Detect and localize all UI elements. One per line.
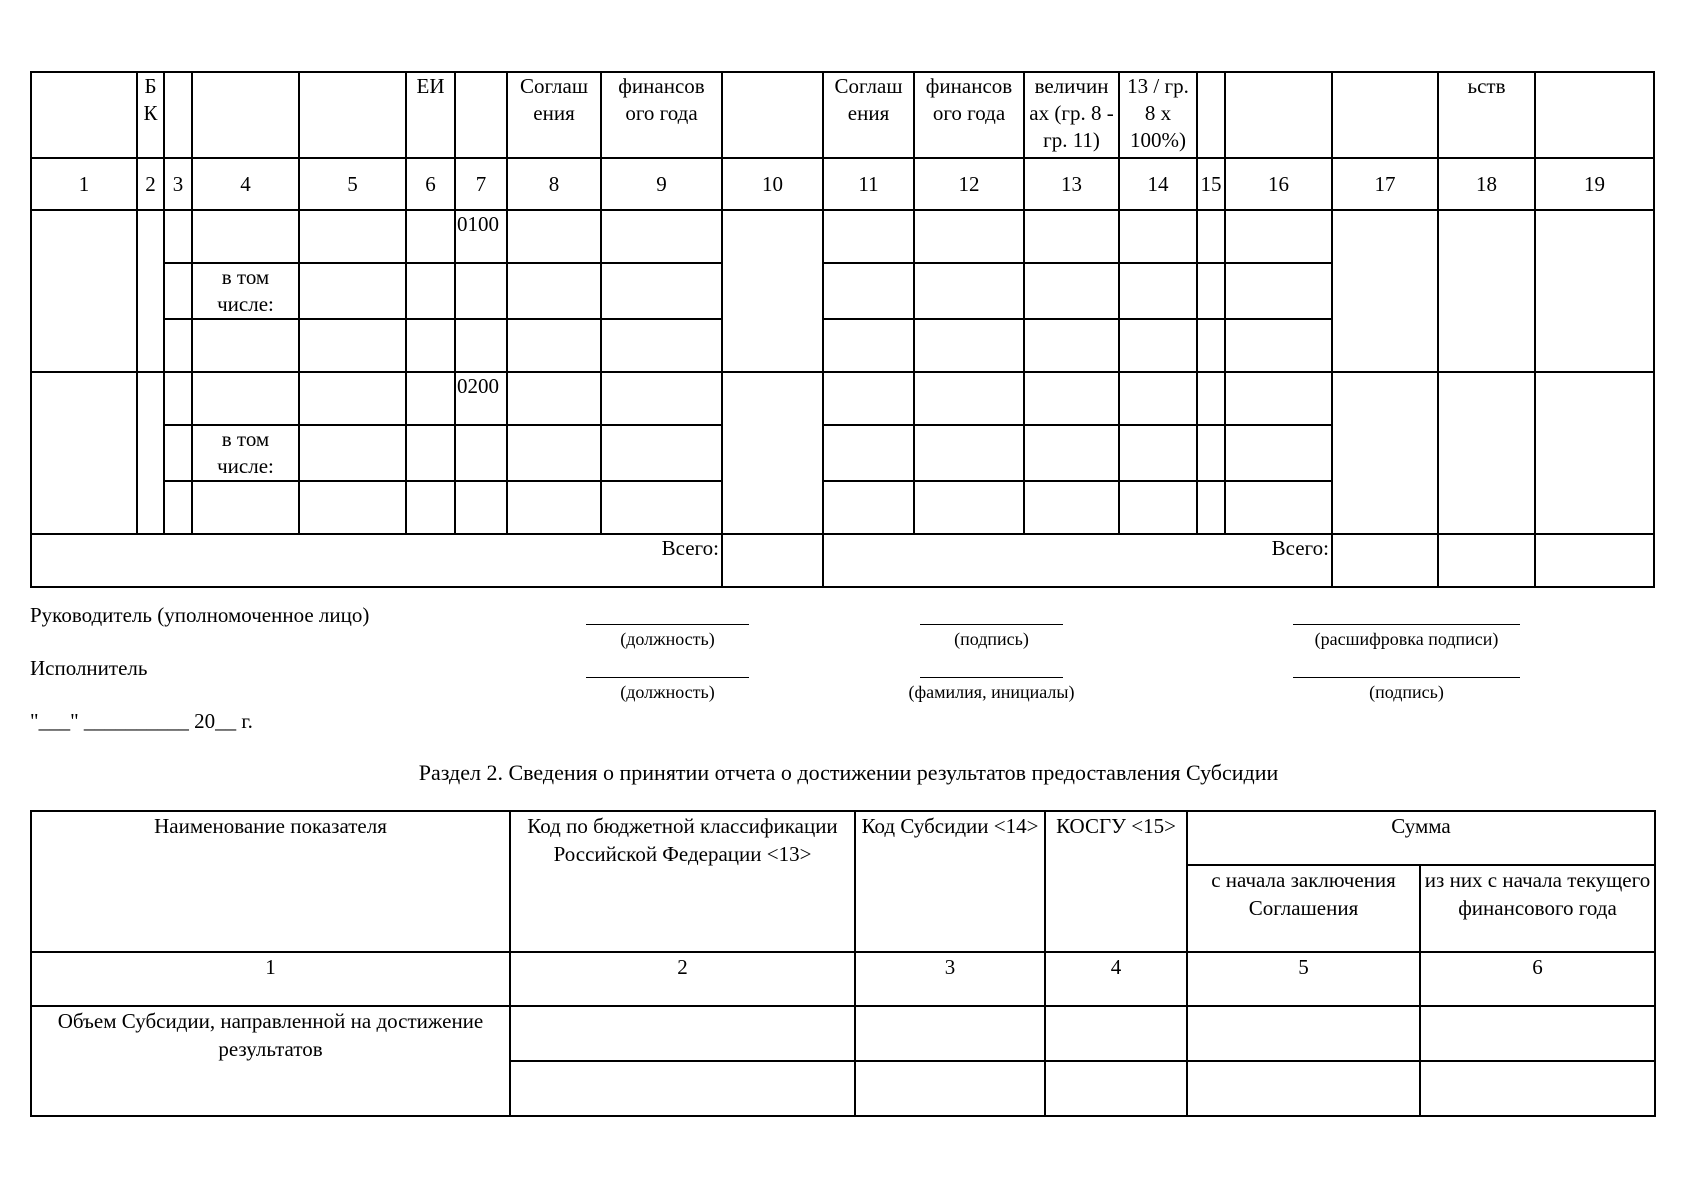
data-cell[interactable] [510,1061,855,1116]
total-value-cell[interactable] [722,534,823,587]
header-cell-agreement: Соглаш ения [507,72,601,158]
data-cell[interactable] [823,210,914,263]
data-cell[interactable] [1420,1006,1655,1061]
data-cell[interactable] [1187,1061,1420,1116]
head-position-caption: (должность) [620,629,715,649]
data-cell[interactable] [164,372,192,425]
data-cell[interactable] [914,372,1024,425]
header-cell-agreement-2: Соглаш ения [823,72,914,158]
column-number: 12 [914,158,1024,210]
column-number: 5 [1187,952,1420,1006]
column-number: 19 [1535,158,1654,210]
data-cell[interactable] [1197,372,1225,425]
header-cell [1197,72,1225,158]
row-code: 0100 [455,210,507,263]
data-cell[interactable] [192,372,299,425]
data-cell[interactable] [455,263,507,319]
data-cell[interactable] [1119,319,1197,372]
data-cell[interactable] [299,481,406,534]
signature-line[interactable] [586,677,749,678]
data-cell[interactable] [1197,210,1225,263]
data-cell[interactable] [823,319,914,372]
data-cell[interactable] [1225,263,1332,319]
column-number: 6 [1420,952,1655,1006]
head-label: Руководитель (уполномоченное лицо) [30,603,370,627]
total-label: Всего: [31,534,722,587]
header-cell [455,72,507,158]
data-cell[interactable] [1187,1006,1420,1061]
data-cell[interactable] [192,319,299,372]
data-cell[interactable] [1119,372,1197,425]
column-number: 10 [722,158,823,210]
sub-label: в том числе: [192,263,299,319]
column-number: 15 [1197,158,1225,210]
total-value-cell[interactable] [1535,534,1654,587]
data-cell[interactable] [823,481,914,534]
header-sum-agreement: с начала заключения Соглашения [1187,865,1420,952]
section-2-title: Раздел 2. Сведения о принятии отчета о достижении результатов предоставления Субсидии [418,760,1279,785]
data-cell[interactable] [914,210,1024,263]
data-cell[interactable] [823,263,914,319]
data-cell[interactable] [507,263,601,319]
data-cell[interactable] [455,481,507,534]
data-cell[interactable] [1225,210,1332,263]
header-cell [1535,72,1654,158]
column-number: 2 [137,158,164,210]
data-cell[interactable] [192,481,299,534]
header-cell [1332,72,1438,158]
table-row [31,372,1654,425]
column-number: 17 [1332,158,1438,210]
data-cell[interactable] [1024,481,1119,534]
signature-line[interactable] [1293,624,1520,625]
column-number: 16 [1225,158,1332,210]
data-cell[interactable] [299,372,406,425]
header-row [31,72,1654,158]
executor-name-caption: (фамилия, инициалы) [908,682,1075,702]
total-row [31,534,1654,587]
data-cell[interactable] [823,372,914,425]
sub-label: в том числе: [192,425,299,481]
data-cell[interactable] [1119,425,1197,481]
report-table [30,71,1655,588]
data-cell[interactable] [855,1006,1045,1061]
data-cell[interactable] [507,210,601,263]
data-cell[interactable] [1332,372,1438,534]
header-bk-code: Код по бюджетной классификации Российской Федерации <13> [510,811,855,952]
data-cell[interactable] [299,425,406,481]
data-cell[interactable] [406,319,455,372]
column-number: 5 [299,158,406,210]
column-number: 14 [1119,158,1197,210]
table-row [31,1006,1655,1061]
header-sum-year: из них с начала текущего финансового года [1420,865,1655,952]
data-cell[interactable] [1535,210,1654,372]
column-number: 11 [823,158,914,210]
data-cell[interactable] [164,319,192,372]
signature-line[interactable] [920,677,1063,678]
data-cell[interactable] [1024,425,1119,481]
header-cell [192,72,299,158]
data-cell[interactable] [914,425,1024,481]
acceptance-table [30,810,1656,1117]
data-cell[interactable] [914,481,1024,534]
data-cell[interactable] [192,210,299,263]
data-cell[interactable] [137,372,164,534]
data-cell[interactable] [1197,481,1225,534]
data-cell[interactable] [31,210,137,372]
data-cell[interactable] [1535,372,1654,534]
column-number-row [31,158,1654,210]
header-cell-fin-year: финансов ого года [601,72,722,158]
signature-line[interactable] [1293,677,1520,678]
data-cell[interactable] [1197,263,1225,319]
column-number: 6 [406,158,455,210]
data-cell[interactable] [406,372,455,425]
data-cell[interactable] [601,481,722,534]
column-number: 4 [1045,952,1187,1006]
data-cell[interactable] [855,1061,1045,1116]
data-cell[interactable] [1045,1006,1187,1061]
column-number: 1 [31,952,510,1006]
executor-label: Исполнитель [30,656,148,680]
data-cell[interactable] [406,210,455,263]
data-cell[interactable] [406,481,455,534]
column-number-row [31,952,1655,1006]
total-value-cell[interactable] [1438,534,1535,587]
data-cell[interactable] [722,372,823,534]
data-cell[interactable] [914,319,1024,372]
header-cell-obligations: ьств [1438,72,1535,158]
data-cell[interactable] [1225,372,1332,425]
data-cell[interactable] [1024,319,1119,372]
data-cell[interactable] [1024,210,1119,263]
total-value-cell[interactable] [1332,534,1438,587]
head-signature-caption: (подпись) [954,629,1029,649]
data-cell[interactable] [510,1006,855,1061]
column-number: 9 [601,158,722,210]
data-cell[interactable] [1119,210,1197,263]
data-cell[interactable] [1438,372,1535,534]
date-line: "___" __________ 20__ г. [30,709,253,733]
data-cell[interactable] [507,319,601,372]
header-cell [31,72,137,158]
data-cell[interactable] [299,319,406,372]
column-number: 4 [192,158,299,210]
row-code: 0200 [455,372,507,425]
data-cell[interactable] [164,263,192,319]
header-row [31,811,1655,865]
executor-signature-caption: (подпись) [1369,682,1444,702]
data-cell[interactable] [1024,372,1119,425]
header-cell [1225,72,1332,158]
data-cell[interactable] [406,263,455,319]
column-number: 18 [1438,158,1535,210]
head-decoding-caption: (расшифровка подписи) [1314,629,1499,649]
data-cell[interactable] [1197,425,1225,481]
data-cell[interactable] [507,425,601,481]
data-cell[interactable] [1332,210,1438,372]
header-subsidy-code: Код Субсидии <14> [855,811,1045,952]
data-cell[interactable] [823,425,914,481]
header-sum: Сумма [1187,811,1655,865]
header-cell [722,72,823,158]
data-cell[interactable] [601,425,722,481]
data-cell[interactable] [1197,319,1225,372]
data-cell[interactable] [601,263,722,319]
data-cell[interactable] [164,425,192,481]
header-cell-deviation: величин ах (гр. 8 - гр. 11) [1024,72,1119,158]
header-cell-bk: Б К [137,72,164,158]
data-cell[interactable] [299,263,406,319]
header-kosgu: КОСГУ <15> [1045,811,1187,952]
data-cell[interactable] [455,319,507,372]
data-cell[interactable] [164,210,192,263]
column-number: 2 [510,952,855,1006]
header-name: Наименование показателя [31,811,510,952]
data-cell[interactable] [601,319,722,372]
table-row [31,210,1654,263]
data-cell[interactable] [31,372,137,534]
data-cell[interactable] [1119,263,1197,319]
column-number: 13 [1024,158,1119,210]
signature-line[interactable] [586,624,749,625]
data-cell[interactable] [722,210,823,372]
data-cell[interactable] [507,481,601,534]
data-cell[interactable] [164,481,192,534]
data-cell[interactable] [406,425,455,481]
data-cell[interactable] [1438,210,1535,372]
signature-line[interactable] [920,624,1063,625]
data-cell[interactable] [507,372,601,425]
data-cell[interactable] [1119,481,1197,534]
data-cell[interactable] [914,263,1024,319]
header-cell-unit: ЕИ [406,72,455,158]
header-cell-fin-year-2: финансов ого года [914,72,1024,158]
row-label: Объем Субсидии, направленной на достижение результатов [31,1006,510,1116]
data-cell[interactable] [1225,319,1332,372]
executor-position-caption: (должность) [620,682,715,702]
data-cell[interactable] [299,210,406,263]
data-cell[interactable] [1045,1061,1187,1116]
column-number: 1 [31,158,137,210]
column-number: 3 [164,158,192,210]
header-cell [164,72,192,158]
data-cell[interactable] [601,372,722,425]
data-cell[interactable] [1225,425,1332,481]
column-number: 8 [507,158,601,210]
header-cell-percent: 13 / гр. 8 x 100%) [1119,72,1197,158]
column-number: 3 [855,952,1045,1006]
header-cell [299,72,406,158]
total-label: Всего: [823,534,1332,587]
data-cell[interactable] [455,425,507,481]
data-cell[interactable] [1024,263,1119,319]
data-cell[interactable] [1225,481,1332,534]
column-number: 7 [455,158,507,210]
data-cell[interactable] [137,210,164,372]
data-cell[interactable] [1420,1061,1655,1116]
data-cell[interactable] [601,210,722,263]
